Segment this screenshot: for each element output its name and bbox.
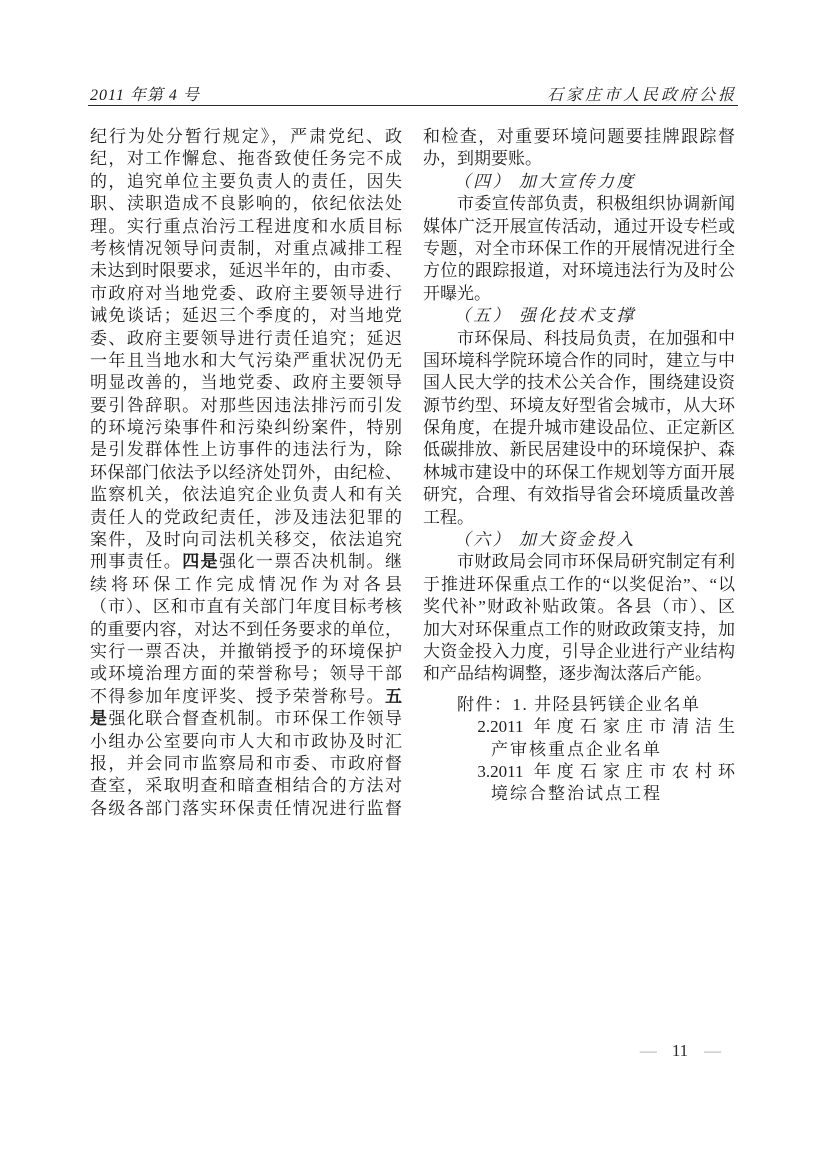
text-segment: 责任人的党政纪责任，涉及违法犯罪的 (90, 507, 402, 527)
text-segment: 市政府对当地党委、政府主要领导进行 (90, 283, 402, 303)
text-segment: 不得参加年度评奖、授予荣誉称号。 (90, 686, 385, 706)
text-segment: 的重要内容，对达不到任务要求的单位， (90, 619, 402, 639)
text-segment: （六） 加大资金投入 (453, 530, 636, 550)
text-line (423, 328, 735, 350)
text-line (90, 663, 402, 685)
text-segment: （市）、区和市直有关部门年度目标考核 (90, 597, 402, 617)
text-segment: 大资金投入力度，引导企业进行产业结构 (423, 641, 735, 661)
text-line (90, 216, 402, 238)
text-segment: 明显改善的，当地党委、政府主要领导 (90, 373, 402, 393)
text-segment: 强化一票否决机制。继 (219, 552, 402, 572)
bold-text-segment: 四是 (182, 552, 220, 572)
text-segment: 或环境治理方面的荣誉称号；领导干部 (90, 664, 402, 684)
text-line (90, 551, 402, 573)
text-line (90, 350, 402, 372)
text-segment: 报，并会同市监察局和市委、市政府督 (90, 753, 402, 773)
text-segment: （五） 强化技术支撑 (453, 306, 636, 326)
text-line (423, 761, 735, 783)
text-line (423, 216, 735, 238)
text-segment: 的环境污染事件和污染纠纷案件，特别 (90, 418, 402, 438)
text-line (90, 529, 402, 551)
text-segment: 附件：1. 井陉县钙镁企业名单 (457, 694, 701, 714)
text-segment: 职、渎职造成不良影响的，依纪依法处 (90, 194, 402, 214)
two-column-body (90, 126, 735, 820)
text-segment: （四） 加大宣传力度 (453, 171, 636, 191)
text-line (423, 619, 735, 641)
page-number: 11 (671, 1041, 689, 1060)
text-segment: 和产品结构调整，逐步淘汰落后产能。 (423, 664, 712, 684)
column-right (423, 126, 735, 820)
text-segment: 案件，及时向司法机关移交，依法追究 (90, 530, 402, 550)
text-segment: 市财政局会同市环保局研究制定有利 (457, 552, 735, 572)
text-segment: 境综合整治试点工程 (491, 784, 662, 804)
text-line (423, 694, 735, 716)
text-segment: 小组办公室要向市人大和市政协及时汇 (90, 731, 402, 751)
text-line (423, 529, 735, 551)
text-segment: 办，到期要账。 (423, 149, 542, 169)
text-segment: 专题，对全市环保工作的开展情况进行全 (423, 238, 735, 258)
text-line (90, 798, 402, 820)
text-line (423, 350, 735, 372)
footer-dash-right: — (704, 1041, 721, 1060)
text-segment: 环保部门依法予以经济处罚外，由纪检、 (90, 462, 402, 482)
text-segment: 强化联合督查机制。市环保工作领导 (108, 709, 402, 729)
text-line (90, 439, 402, 461)
text-line (423, 372, 735, 394)
text-line (90, 238, 402, 260)
text-line (90, 148, 402, 170)
text-segment: 未达到时限要求，延迟半年的，由市委、 (90, 261, 402, 281)
issue-number: 2011 年第 4 号 (90, 87, 200, 104)
text-line (423, 417, 735, 439)
text-line (90, 193, 402, 215)
text-line (90, 372, 402, 394)
text-segment: 诫免谈话；延迟三个季度的，对当地党 (90, 306, 402, 326)
text-segment: 刑事责任。 (90, 552, 183, 572)
text-line (90, 395, 402, 417)
text-line (90, 708, 402, 730)
text-line (90, 283, 402, 305)
text-segment: 要引咎辞职。对那些因违法排污而引发 (90, 395, 402, 415)
text-line (90, 731, 402, 753)
publication-title: 石家庄市人民政府公报 (546, 87, 737, 104)
text-line (423, 716, 735, 738)
text-line (90, 328, 402, 350)
text-line (90, 126, 402, 148)
text-line (423, 484, 735, 506)
text-line (90, 596, 402, 618)
text-segment: 市环保局、科技局负责，在加强和中 (457, 328, 735, 348)
text-segment: 委、政府主要领导进行责任追究；延迟 (90, 328, 402, 348)
text-segment: 保角度，在提升城市建设品位、正定新区 (423, 418, 735, 438)
text-line (90, 574, 402, 596)
text-line (90, 305, 402, 327)
text-line (423, 238, 735, 260)
text-line (90, 417, 402, 439)
text-line (90, 641, 402, 663)
text-segment: 奖代补”财政补贴政策。各县（市）、区 (423, 597, 735, 617)
bold-text-segment: 是 (90, 709, 109, 729)
text-line (423, 551, 735, 573)
text-segment: 国环境科学院环境合作的同时，建立与中 (423, 350, 735, 370)
text-segment: 续将环保工作完成情况作为对各县 (90, 574, 402, 594)
text-segment: 纪，对工作懈怠、拖沓致使任务完不成 (90, 149, 402, 169)
text-segment: 查室，采取明查和暗查相结合的方法对 (90, 776, 402, 796)
text-segment: 媒体广泛开展宣传活动，通过开设专栏或 (423, 216, 735, 236)
footer-dash-left: — (639, 1041, 656, 1060)
text-line (423, 596, 735, 618)
text-line (423, 439, 735, 461)
text-segment: 国人民大学的技术公关合作，围绕建设资 (423, 373, 735, 393)
text-line (90, 775, 402, 797)
text-segment: 林城市建设中的环保工作规划等方面开展 (423, 462, 735, 482)
text-segment: 理。实行重点治污工程进度和水质目标 (90, 216, 402, 236)
text-line (90, 619, 402, 641)
text-segment: 和检查，对重要环境问题要挂牌跟踪督 (423, 127, 735, 146)
bold-text-segment: 五 (385, 686, 402, 706)
text-segment: 纪行为处分暂行规定》，严肃党纪、政 (90, 127, 402, 146)
text-segment: 一年且当地水和大气污染严重状况仍无 (90, 350, 402, 370)
page-footer (600, 1040, 760, 1062)
text-segment: 于推进环保重点工作的“以奖促治”、“以 (423, 574, 735, 594)
text-segment: 2.2011 年度石家庄市清洁生 (477, 717, 735, 737)
text-segment: 是引发群体性上访事件的违法行为，除 (90, 440, 402, 460)
text-line (90, 171, 402, 193)
text-line (423, 171, 735, 193)
text-line (423, 507, 735, 529)
text-segment: 产审核重点企业名单 (491, 739, 662, 759)
text-line (423, 739, 735, 761)
text-line (423, 283, 735, 305)
text-line (423, 260, 735, 282)
text-segment: 源节约型、环境友好型省会城市，从大环 (423, 395, 735, 415)
text-line (90, 484, 402, 506)
text-segment: 监察机关，依法追究企业负责人和有关 (90, 485, 402, 505)
text-line (423, 126, 735, 148)
text-line (90, 507, 402, 529)
text-segment: 方位的跟踪报道，对环境违法行为及时公 (423, 261, 735, 281)
text-segment: 开曝光。 (423, 283, 491, 303)
text-segment: 低碳排放、新民居建设中的环境保护、森 (423, 440, 735, 460)
text-segment: 市委宣传部负责，积极组织协调新闻 (457, 194, 735, 214)
text-segment: 实行一票否决，并撤销授予的环境保护 (90, 641, 402, 661)
text-segment: 研究，合理、有效指导省会环境质量改善 (423, 485, 735, 505)
text-segment: 3.2011 年度石家庄市农村环 (477, 761, 735, 781)
text-line (90, 462, 402, 484)
text-line (423, 663, 735, 685)
text-line (423, 395, 735, 417)
text-line (423, 462, 735, 484)
text-line (423, 783, 735, 805)
text-line (90, 753, 402, 775)
text-line (423, 193, 735, 215)
column-left (90, 126, 402, 820)
text-line (90, 686, 402, 708)
text-line (423, 641, 735, 663)
text-segment: 各级各部门落实环保责任情况进行监督 (90, 798, 402, 818)
text-line (423, 574, 735, 596)
text-segment: 考核情况领导问责制，对重点减排工程 (90, 238, 402, 258)
page-header (90, 82, 737, 105)
text-line (423, 148, 735, 170)
header-rule (88, 105, 738, 106)
text-line (90, 260, 402, 282)
text-line (423, 305, 735, 327)
text-segment: 加大对环保重点工作的财政政策支持，加 (423, 619, 735, 639)
text-segment: 的，追究单位主要负责人的责任，因失 (90, 171, 402, 191)
text-segment: 工程。 (423, 507, 474, 527)
